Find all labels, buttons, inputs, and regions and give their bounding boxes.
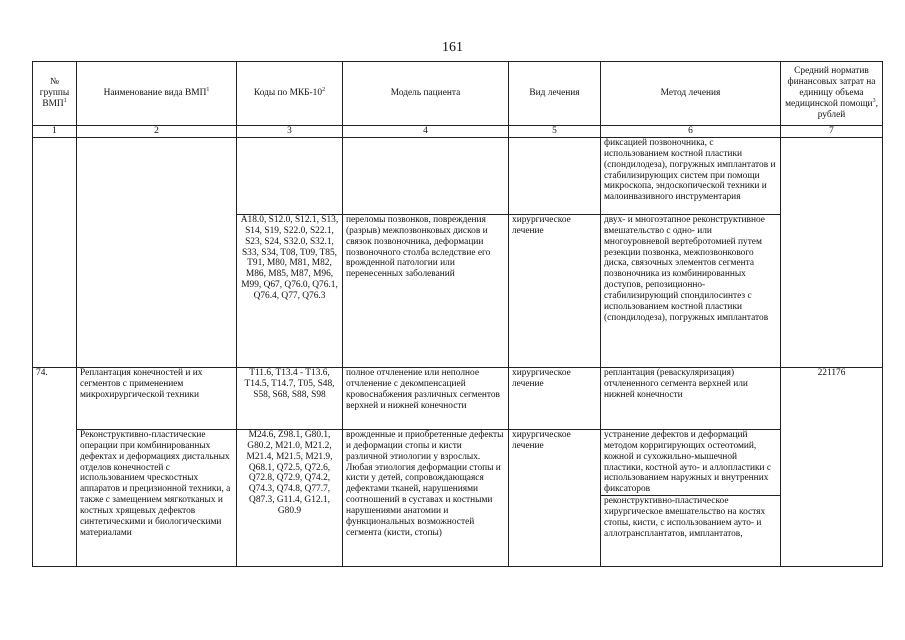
treatment-method-part: устранение дефектов и деформаций методом корригирующих остеотомий, кожной и сухожильно-мышечной пластики, костной ауто- и аллопластики с использованием наружных и внутренних фиксаторов bbox=[601, 430, 780, 496]
column-number: 6 bbox=[601, 126, 781, 138]
header-cost-standard: Средний норматив финансовых затрат на единицу объема медицинской помощи$^3$, рублей bbox=[781, 62, 883, 126]
header-patient-model: Модель пациента bbox=[343, 62, 509, 126]
patient-model-cell: переломы позвонков, повреждения (разрыв) межпозвонковых дисков и связок позвоночника, деформации позвоночного столба вследствие его врожденной патологии или перенесенных заболеваний bbox=[343, 215, 509, 368]
column-number: 7 bbox=[781, 126, 883, 138]
treatment-type-cell: хирургическое лечение bbox=[509, 215, 601, 368]
cost-cell bbox=[781, 138, 883, 368]
patient-model-cell: полное отчленение или неполное отчленение с декомпенсацией кровоснабжения различных сегментов верхней и нижней конечности bbox=[343, 368, 509, 430]
procedures-table bbox=[32, 61, 883, 567]
patient-model-cell: врожденные и приобретенные дефекты и деформации стопы и кисти различной этиологии у взрослых. Любая этиология деформации стопы и кисти у детей, сопровождающаяся дефектами тканей, нарушениями соотношений в суставах и костными нарушениями анатомии и функциональных возможностей сегмента (кисти, стопы) bbox=[343, 430, 509, 567]
treatment-type-cell: хирургическое лечение bbox=[509, 430, 601, 567]
icd-codes-cell: M24.6, Z98.1, G80.1, G80.2, M21.0, M21.2, M21.4, M21.5, M21.9, Q68.1, Q72.5, Q72.6, Q72.8, Q72.9, Q74.2, Q74.3, Q74.8, Q77.7, Q87.3, G11.4, G12.1, G80.9 bbox=[237, 430, 343, 567]
header-treatment-type: Вид лечения bbox=[509, 62, 601, 126]
header-row bbox=[33, 62, 883, 126]
table-row bbox=[33, 138, 883, 215]
table-row bbox=[33, 368, 883, 430]
treatment-method-cell: двух- и многоэтапное реконструктивное вмешательство с одно- или многоуровневой вертебротомией путем резекции позвонка, межпозвонкового диска, связочных элементов сегмента позвоночника из комбинированных доступов, репозиционно-стабилизирующий спондилосинтез с использованием костной пластики (спондилодеза), погружных имплантатов bbox=[601, 215, 781, 368]
group-number-cell: 74. bbox=[33, 368, 77, 567]
vmp-name-cell: Реплантация конечностей и их сегментов с применением микрохирургической техники bbox=[77, 368, 237, 430]
icd-codes-cell: T11.6, T13.4 - T13.6, T14.5, T14.7, T05, S48, S58, S68, S88, S98 bbox=[237, 368, 343, 430]
header-icd-codes: Коды по МКБ-$10^2$ bbox=[237, 62, 343, 126]
group-number-cell bbox=[33, 138, 77, 368]
vmp-name-cell: Реконструктивно-пластические операции при комбинированных дефектах и деформациях дистальных отделов конечностей с использованием чрескостных аппаратов и прецизионной техники, а также с замещением мягкотканых и костных хрящевых дефектов синтетическими и биологическими материалами bbox=[77, 430, 237, 567]
treatment-type-cell: хирургическое лечение bbox=[509, 368, 601, 430]
column-number-row bbox=[33, 126, 883, 138]
icd-codes-cell bbox=[237, 138, 343, 215]
cost-cell: 221176 bbox=[781, 368, 883, 567]
icd-codes-cell: A18.0, S12.0, S12.1, S13, S14, S19, S22.0, S22.1, S23, S24, S32.0, S32.1, S33, S34, T08, T09, T85, T91, M80, M81, M82, M86, M85, M87, M96, M99, Q67, Q76.0, Q76.1, Q76.4, Q77, Q76.3 bbox=[237, 215, 343, 368]
table-row bbox=[33, 430, 883, 567]
column-number: 5 bbox=[509, 126, 601, 138]
vmp-name-cell bbox=[77, 138, 237, 368]
treatment-method-cell: фиксацией позвоночника, с использованием костной пластики (спондилодеза), погружных имплантатов и стабилизирующих систем при помощи микроскопа, эндоскопической техники и малоинвазивного инструментария bbox=[601, 138, 781, 215]
treatment-type-cell bbox=[509, 138, 601, 215]
header-group-number: № группы ВМП$^1$ bbox=[33, 62, 77, 126]
column-number: 2 bbox=[77, 126, 237, 138]
column-number: 1 bbox=[33, 126, 77, 138]
column-number: 3 bbox=[237, 126, 343, 138]
page-number: 161 bbox=[442, 40, 463, 55]
column-number: 4 bbox=[343, 126, 509, 138]
treatment-method-part: реконструктивно-пластическое хирургическое вмешательство на костях стопы, кисти, с использованием ауто- и аллотрансплантатов, имплантатов, bbox=[604, 496, 766, 539]
treatment-method-cell: реплантация (реваскуляризация) отчлененного сегмента верхней или нижней конечности bbox=[601, 368, 781, 430]
header-vmp-name: Наименование вида ВМП$^1$ bbox=[77, 62, 237, 126]
header-treatment-method: Метод лечения bbox=[601, 62, 781, 126]
treatment-method-cell bbox=[601, 430, 781, 567]
patient-model-cell bbox=[343, 138, 509, 215]
